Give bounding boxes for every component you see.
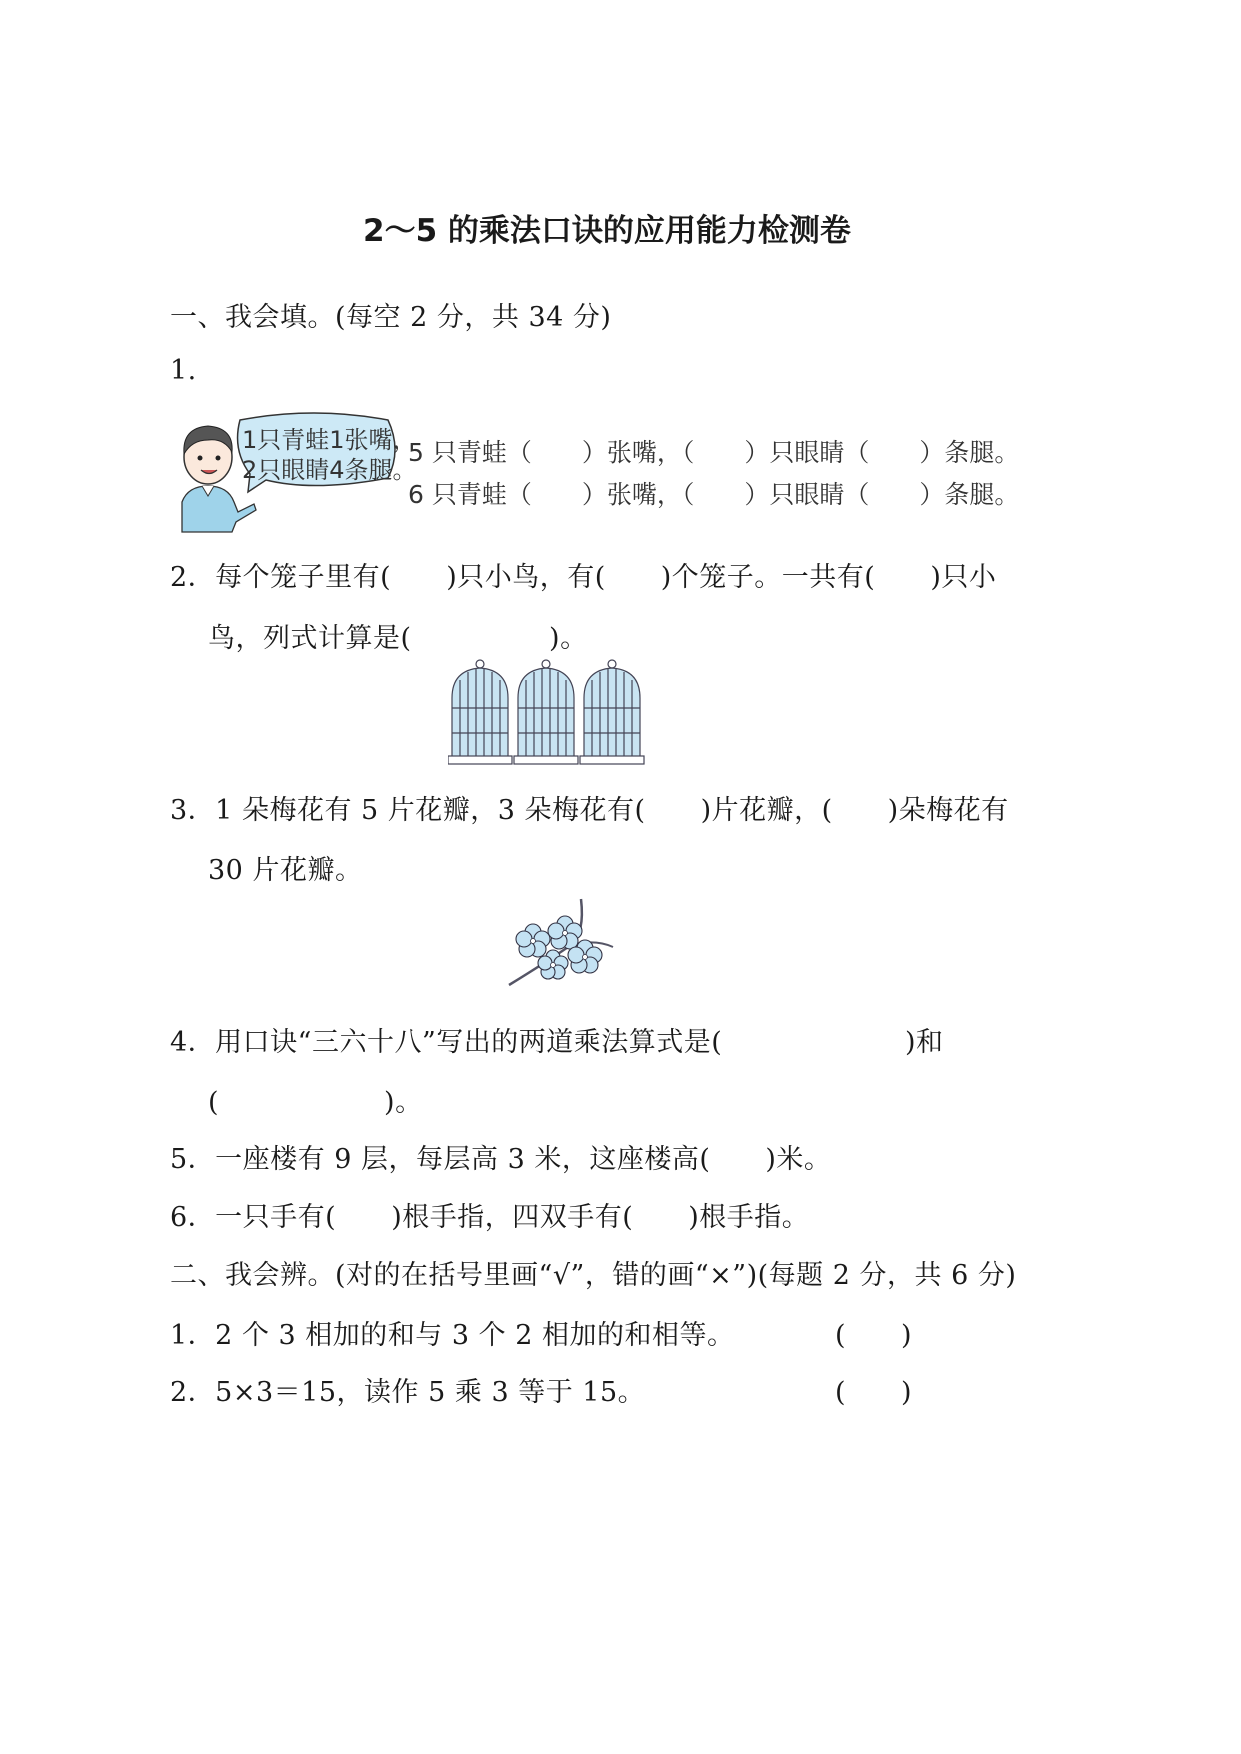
bubble-text-line1: 1只青蛙1张嘴， <box>242 426 417 454</box>
s2-q2-text: 2．5×3＝15，读作 5 乘 3 等于 15。 <box>170 1377 646 1408</box>
q1-line2: 6 只青蛙（ ）张嘴，（ ）只眼睛（ ）条腿。 <box>408 480 1020 509</box>
q2-line2: 鸟，列式计算是( )。 <box>208 623 588 654</box>
q2-line1: 2．每个笼子里有( )只小鸟，有( )个笼子。一共有( )只小 <box>170 562 997 593</box>
s2-q2-answer-box: ( ) <box>835 1377 913 1408</box>
plum-blossom-illustration <box>505 893 617 998</box>
bubble-text-line2: 2只眼睛4条腿。 <box>242 456 417 484</box>
q6-text: 6．一只手有( )根手指，四双手有( )根手指。 <box>170 1202 810 1233</box>
q5-text: 5．一座楼有 9 层，每层高 3 米，这座楼高( )米。 <box>170 1144 832 1175</box>
q4-line2: ( )。 <box>208 1087 423 1118</box>
page-title: 2～5 的乘法口诀的应用能力检测卷 <box>363 213 851 249</box>
section1-heading: 一、我会填。(每空 2 分，共 34 分) <box>170 302 612 333</box>
q1-line1: 5 只青蛙（ ）张嘴，（ ）只眼睛（ ）条腿。 <box>408 438 1020 467</box>
q3-line2: 30 片花瓣。 <box>208 855 363 886</box>
s2-q1-text: 1．2 个 3 相加的和与 3 个 2 相加的和相等。 <box>170 1320 735 1351</box>
section2-heading: 二、我会辨。(对的在括号里画“√”，错的画“×”)(每题 2 分，共 6 分) <box>170 1260 1017 1291</box>
q3-line1: 3．1 朵梅花有 5 片花瓣，3 朵梅花有( )片花瓣，( )朵梅花有 <box>170 795 1009 826</box>
q4-line1: 4．用口诀“三六十八”写出的两道乘法算式是( <box>170 1027 723 1058</box>
s2-q1-answer-box: ( ) <box>835 1320 913 1351</box>
q4-line1-end: )和 <box>905 1027 944 1058</box>
q1-number: 1. <box>170 355 197 386</box>
birdcages-illustration <box>448 658 646 766</box>
